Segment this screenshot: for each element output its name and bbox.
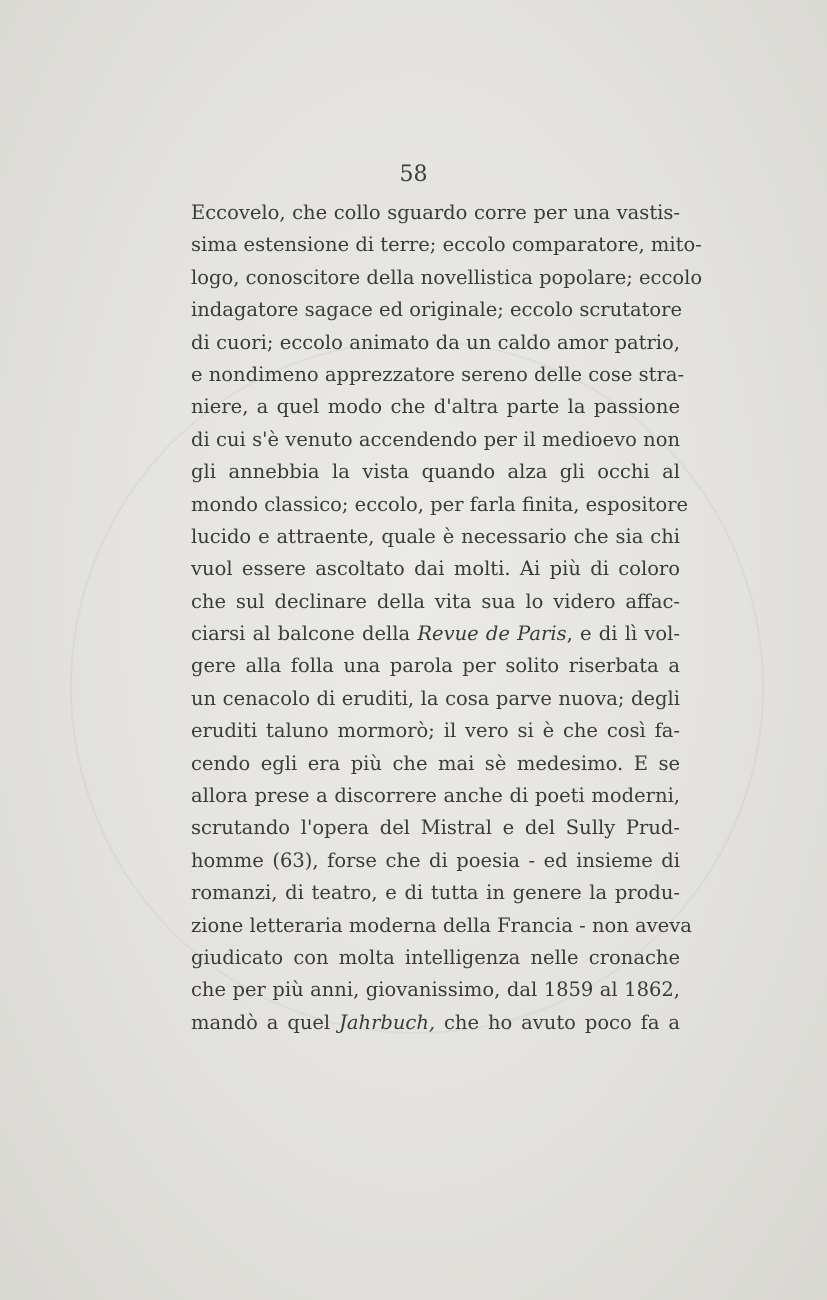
text-line: sima estensione di terre; eccolo comparatore, mito- [191, 233, 702, 257]
text-line: gli annebbia la vista quando alza gli occhi al [191, 460, 680, 484]
text-fragment: che ho avuto poco fa a [435, 1010, 680, 1034]
text-line: indagatore sagace ed originale; eccolo scrutatore [191, 298, 683, 322]
text-line [191, 1007, 680, 1039]
text-line: di cui s'è venuto accendendo per il medioevo non [191, 427, 680, 451]
text-line: niere, a quel modo che d'altra parte la passione [191, 395, 680, 419]
text-line: scrutando l'opera del Mistral e del Sully Prud- [191, 816, 680, 840]
italic-title-revue-de-paris: Revue de Paris [417, 622, 567, 646]
text-line: lucido e attraente, quale è necessario che sia chi [191, 524, 680, 548]
text-line: romanzi, di teatro, e di tutta in genere la produ- [191, 881, 680, 905]
text-line: che sul declinare della vita sua lo videro affac- [191, 589, 680, 613]
text-line: mondo classico; eccolo, per farla finita, espositore [191, 492, 689, 516]
text-line: cendo egli era più che mai sè medesimo. E se [191, 751, 680, 775]
text-fragment: , e di lì vol- [566, 622, 681, 646]
text-line: gere alla folla una parola per solito riserbata a [191, 654, 680, 678]
text-line: un cenacolo di eruditi, la cosa parve nuova; degli [191, 686, 680, 710]
text-line: vuol essere ascoltato dai molti. Ai più di coloro [191, 557, 680, 581]
text-line: zione letteraria moderna della Francia - non aveva [191, 913, 692, 937]
text-line: homme (63), forse che di poesia - ed insieme di [191, 848, 680, 872]
text-line [191, 618, 680, 650]
text-line: di cuori; eccolo animato da un caldo amor patrio, [191, 330, 680, 354]
page-number: 58 [399, 162, 428, 187]
text-line: e nondimeno apprezzatore sereno delle cose stra- [191, 362, 685, 386]
italic-title-jahrbuch: Jahrbuch, [339, 1010, 436, 1034]
text-line: logo, conoscitore della novellistica popolare; eccolo [191, 265, 703, 289]
text-fragment: mandò a quel [191, 1010, 340, 1034]
text-fragment: ciarsi al balcone della [191, 622, 418, 646]
body-text [191, 197, 703, 1039]
text-line: giudicato con molta intelligenza nelle cronache [191, 945, 680, 969]
text-line: eruditi taluno mormorò; il vero si è che così fa- [191, 719, 680, 743]
text-line: che per più anni, giovanissimo, dal 1859 al 1862, [191, 978, 680, 1002]
text-line: Eccovelo, che collo sguardo corre per una vastis- [191, 201, 680, 224]
text-line: allora prese a discorrere anche di poeti moderni, [191, 784, 680, 808]
